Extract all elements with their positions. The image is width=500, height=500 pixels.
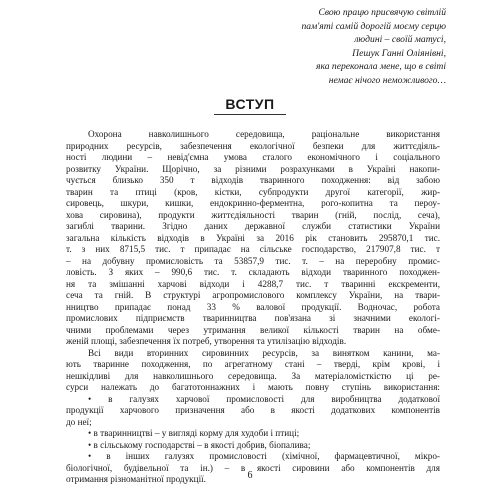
dedication-line: Свою працю присвячую світлій	[318, 7, 446, 18]
paragraph-line: ють тваринне походження, по агрегатному стані – тверді, крім крові, і	[66, 359, 440, 370]
list-item-line: • в інших галузях промисловості (хімічної, фармацевтичної, мікро-	[88, 451, 440, 462]
list-item-line: продукції харчового призначення або в якості додаткових компонентів	[66, 405, 440, 416]
paragraph-line: ня та змішанні харчові відходи і 4288,7 тис. т тваринні екскременти,	[66, 278, 440, 289]
heading-underline	[214, 114, 286, 115]
dedication-line: немає нічого неможливого…	[328, 74, 446, 86]
paragraph-line: сеча та гній. В структурі агропромислового комплексу України, на твари-	[66, 290, 440, 301]
paragraph-line: ності людини – невід'ємна умова сталого економічного і соціального	[66, 152, 440, 163]
section-heading: ВСТУП	[225, 96, 275, 112]
paragraph-line: Охорона навколишнього середовища, раціональне використання	[88, 129, 440, 139]
list-item-line: біологічної, будівельної та ін.) – в якості сировини або компонентів для	[66, 462, 440, 473]
paragraph-line: нешкідливі для навколишнього середовища. За матеріаломісткістю ці ре-	[66, 370, 440, 381]
list-item-line: • в тваринництві – у вигляді корму для худоби і птиці;	[88, 428, 300, 439]
dedication-line: пам'яті самій дорогій моєму серцю	[301, 20, 446, 32]
paragraph-line: – на добувну промисловість та 53857,9 тис. т. – на переробну промис-	[66, 255, 440, 266]
paragraph-line: т. з них 8715,5 тис. т припадає на сільське господарство, 217907,8 тис. т	[66, 244, 440, 255]
paragraph-line: сурси належать до багатотоннажних і мають повну ступінь використання:	[66, 382, 440, 393]
paragraph-line: загальна кількість відходів в Україні за 2016 рік становить 295870,1 тис.	[66, 232, 440, 243]
list-item-line: • в сільському господарстві – в якості добрив, біопалива;	[88, 439, 311, 450]
dedication-line: Пешук Ганні Оліянівні,	[352, 47, 446, 59]
dedication-line: людині – своїй матусі,	[354, 34, 446, 45]
page-number: 6	[247, 470, 253, 481]
paragraph-line: ловість. З яких – 990,6 тис. т. складають відходи тваринного походжен-	[66, 267, 440, 278]
body-text	[66, 129, 440, 486]
paragraph-line: нництво припадає понад 33 % валової продукції. Водночас, робота	[66, 301, 440, 312]
paragraph-line: чується близько 350 т відходів тваринного походження: від забою	[66, 175, 440, 186]
list-item-line: до неї;	[66, 416, 92, 427]
list-item-line: • в галузях харчової промисловості для виробництва додаткової	[88, 393, 440, 404]
paragraph-line: природних ресурсів, забезпечення екологічної безпеки для життєдіяль-	[66, 140, 440, 151]
paragraph-line: чними проблемами через утримання великої кількості тварин на обме-	[66, 324, 440, 335]
paragraph-line: Всі види вторинних сировинних ресурсів, за винятком канини, ма-	[88, 347, 440, 358]
dedication-line: яка переконала мене, що в світі	[316, 61, 446, 72]
paragraph-line: женій площі, забезпечення їх потреб, утворення та утилізацію відходів.	[66, 336, 347, 347]
dedication-epigraph	[150, 6, 446, 87]
paragraph-line: тварин та птиці (кров, кістки, субпродукти другої категорії, жир-	[66, 186, 440, 197]
paragraph-line: промислових підприємств тваринництва пов'язана зі значними екологі-	[66, 313, 440, 324]
paragraph-line: розвитку України. Щорічно, за різними розрахунками в Україні накопи-	[66, 163, 440, 174]
paragraph-line: сировець, шкури, кишки, ендокринно-ферментна, рого-копитна та пероу-	[66, 198, 440, 209]
paragraph-line: хова сировина), продукти життєдіяльності тварин (гній, послід, сеча),	[66, 209, 440, 220]
list-item-line: отримання різноманітної продукції.	[66, 474, 206, 485]
paragraph-line: загиблі тварини. Згідно даних державної служби статистики України	[66, 221, 440, 232]
